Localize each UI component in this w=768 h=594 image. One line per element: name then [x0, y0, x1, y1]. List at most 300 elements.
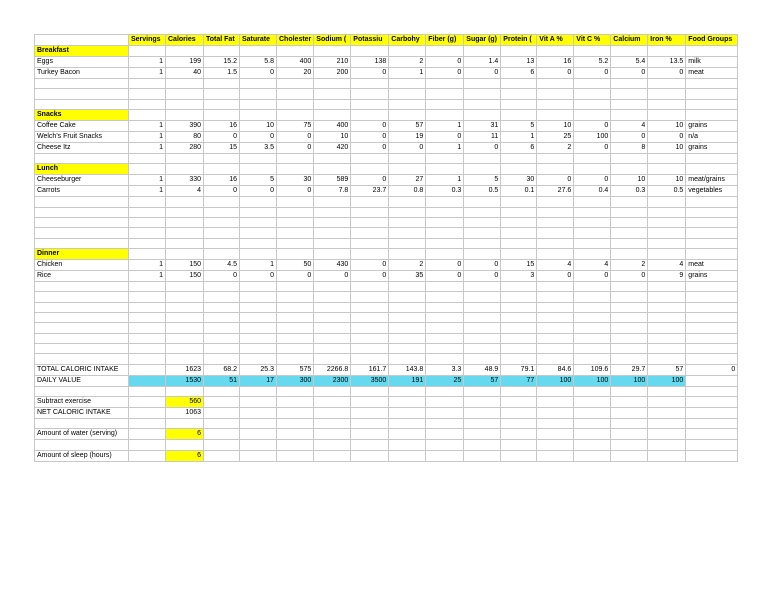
- cell[interactable]: [314, 281, 351, 291]
- daily-value[interactable]: 300: [277, 375, 314, 386]
- cell[interactable]: [277, 440, 314, 450]
- cell[interactable]: [611, 153, 648, 163]
- total-value[interactable]: 109.6: [574, 364, 611, 375]
- value-cell[interactable]: 0: [648, 131, 686, 142]
- cell[interactable]: [166, 197, 204, 207]
- cell[interactable]: [35, 292, 129, 302]
- cell[interactable]: [464, 238, 501, 248]
- daily-value[interactable]: 25: [426, 375, 464, 386]
- cell[interactable]: [537, 323, 574, 333]
- cell[interactable]: [464, 46, 501, 57]
- cell[interactable]: [314, 302, 351, 312]
- cell[interactable]: [129, 440, 166, 450]
- cell[interactable]: [129, 46, 166, 57]
- daily-value[interactable]: 51: [204, 375, 240, 386]
- value-cell[interactable]: 1: [129, 131, 166, 142]
- value-cell[interactable]: 0: [277, 186, 314, 197]
- cell[interactable]: [501, 407, 537, 418]
- cell[interactable]: [351, 248, 389, 259]
- cell[interactable]: [686, 109, 738, 120]
- cell[interactable]: [464, 333, 501, 343]
- cell[interactable]: [501, 450, 537, 461]
- total-value[interactable]: 79.1: [501, 364, 537, 375]
- cell[interactable]: [389, 354, 426, 364]
- cell[interactable]: [686, 281, 738, 291]
- cell[interactable]: [464, 323, 501, 333]
- cell[interactable]: [537, 333, 574, 343]
- cell[interactable]: [277, 99, 314, 109]
- value-cell[interactable]: 0: [351, 270, 389, 281]
- cell[interactable]: [166, 153, 204, 163]
- daily-value[interactable]: 77: [501, 375, 537, 386]
- cell[interactable]: [501, 292, 537, 302]
- value-cell[interactable]: 4: [574, 259, 611, 270]
- cell[interactable]: [537, 217, 574, 227]
- cell[interactable]: [686, 429, 738, 440]
- total-value[interactable]: 25.3: [240, 364, 277, 375]
- value-cell[interactable]: 0: [611, 270, 648, 281]
- daily-value-label[interactable]: DAILY VALUE: [35, 375, 129, 386]
- value-cell[interactable]: 10: [648, 142, 686, 153]
- cell[interactable]: [611, 396, 648, 407]
- value-cell[interactable]: 4: [648, 259, 686, 270]
- cell[interactable]: [501, 109, 537, 120]
- value-cell[interactable]: 2: [389, 57, 426, 68]
- cell[interactable]: [240, 450, 277, 461]
- value-cell[interactable]: 2: [389, 259, 426, 270]
- cell[interactable]: [204, 281, 240, 291]
- value-cell[interactable]: 1: [426, 142, 464, 153]
- value-cell[interactable]: milk: [686, 57, 738, 68]
- cell[interactable]: [501, 217, 537, 227]
- total-value[interactable]: 2266.8: [314, 364, 351, 375]
- cell[interactable]: [240, 217, 277, 227]
- value-cell[interactable]: 1.4: [464, 57, 501, 68]
- value-cell[interactable]: 16: [204, 120, 240, 131]
- cell[interactable]: [314, 153, 351, 163]
- section-label[interactable]: Snacks: [35, 109, 129, 120]
- value-cell[interactable]: vegetables: [686, 186, 738, 197]
- cell[interactable]: [426, 46, 464, 57]
- cell[interactable]: [389, 418, 426, 428]
- cell[interactable]: [501, 312, 537, 322]
- cell[interactable]: [501, 164, 537, 175]
- cell[interactable]: [389, 153, 426, 163]
- cell[interactable]: [611, 450, 648, 461]
- total-value[interactable]: 575: [277, 364, 314, 375]
- cell[interactable]: [129, 333, 166, 343]
- cell[interactable]: [464, 248, 501, 259]
- cell[interactable]: [204, 238, 240, 248]
- cell[interactable]: [501, 302, 537, 312]
- cell[interactable]: [204, 333, 240, 343]
- value-cell[interactable]: 4: [166, 186, 204, 197]
- value-cell[interactable]: 2: [611, 259, 648, 270]
- cell[interactable]: [686, 238, 738, 248]
- cell[interactable]: [204, 323, 240, 333]
- cell[interactable]: [574, 89, 611, 99]
- value-cell[interactable]: 330: [166, 175, 204, 186]
- cell[interactable]: [129, 354, 166, 364]
- cell[interactable]: [389, 333, 426, 343]
- value-cell[interactable]: grains: [686, 120, 738, 131]
- cell[interactable]: [648, 238, 686, 248]
- value-cell[interactable]: 5.2: [574, 57, 611, 68]
- cell[interactable]: [166, 292, 204, 302]
- cell[interactable]: [574, 440, 611, 450]
- food-name[interactable]: Welch's Fruit Snacks: [35, 131, 129, 142]
- cell[interactable]: [648, 312, 686, 322]
- cell[interactable]: [129, 79, 166, 89]
- value-cell[interactable]: 11: [464, 131, 501, 142]
- cell[interactable]: [611, 99, 648, 109]
- value-cell[interactable]: 5: [501, 120, 537, 131]
- daily-value[interactable]: 2300: [314, 375, 351, 386]
- value-cell[interactable]: 0: [574, 270, 611, 281]
- cell[interactable]: [35, 79, 129, 89]
- cell[interactable]: [501, 396, 537, 407]
- cell[interactable]: [611, 281, 648, 291]
- cell[interactable]: [426, 302, 464, 312]
- cell[interactable]: [611, 248, 648, 259]
- value-cell[interactable]: 150: [166, 259, 204, 270]
- cell[interactable]: [240, 354, 277, 364]
- value-cell[interactable]: 20: [277, 68, 314, 79]
- value-cell[interactable]: 25: [537, 131, 574, 142]
- cell[interactable]: [426, 292, 464, 302]
- cell[interactable]: [314, 217, 351, 227]
- value-cell[interactable]: 0: [351, 142, 389, 153]
- cell[interactable]: [240, 228, 277, 238]
- cell[interactable]: [501, 323, 537, 333]
- value-cell[interactable]: 0: [648, 68, 686, 79]
- food-name[interactable]: Rice: [35, 270, 129, 281]
- cell[interactable]: [389, 429, 426, 440]
- cell[interactable]: [611, 312, 648, 322]
- cell[interactable]: [686, 46, 738, 57]
- cell[interactable]: [129, 207, 166, 217]
- cell[interactable]: [166, 418, 204, 428]
- total-value[interactable]: 57: [648, 364, 686, 375]
- total-value[interactable]: 68.2: [204, 364, 240, 375]
- cell[interactable]: [277, 429, 314, 440]
- cell[interactable]: [464, 164, 501, 175]
- cell[interactable]: [204, 99, 240, 109]
- cell[interactable]: [537, 302, 574, 312]
- cell[interactable]: [464, 89, 501, 99]
- value-cell[interactable]: 0: [426, 68, 464, 79]
- cell[interactable]: [129, 238, 166, 248]
- cell[interactable]: [574, 248, 611, 259]
- cell[interactable]: [351, 302, 389, 312]
- cell[interactable]: [648, 79, 686, 89]
- cell[interactable]: [426, 207, 464, 217]
- cell[interactable]: [389, 450, 426, 461]
- cell[interactable]: [686, 386, 738, 396]
- cell[interactable]: [166, 386, 204, 396]
- cell[interactable]: [204, 450, 240, 461]
- cell[interactable]: [166, 281, 204, 291]
- value-cell[interactable]: 210: [314, 57, 351, 68]
- cell[interactable]: [314, 343, 351, 353]
- cell[interactable]: [240, 248, 277, 259]
- cell[interactable]: [35, 153, 129, 163]
- cell[interactable]: [240, 440, 277, 450]
- cell[interactable]: [686, 396, 738, 407]
- cell[interactable]: [129, 109, 166, 120]
- cell[interactable]: [389, 79, 426, 89]
- cell[interactable]: [277, 418, 314, 428]
- value-cell[interactable]: 10: [314, 131, 351, 142]
- cell[interactable]: [648, 386, 686, 396]
- cell[interactable]: [464, 292, 501, 302]
- cell[interactable]: [574, 407, 611, 418]
- cell[interactable]: [204, 164, 240, 175]
- cell[interactable]: [648, 99, 686, 109]
- value-cell[interactable]: 75: [277, 120, 314, 131]
- cell[interactable]: [129, 302, 166, 312]
- cell[interactable]: [611, 164, 648, 175]
- value-cell[interactable]: 16: [204, 175, 240, 186]
- daily-value[interactable]: 57: [464, 375, 501, 386]
- cell[interactable]: [389, 217, 426, 227]
- column-header[interactable]: Food Groups: [686, 35, 738, 46]
- cell[interactable]: [351, 281, 389, 291]
- cell[interactable]: [501, 429, 537, 440]
- value-cell[interactable]: 0: [389, 142, 426, 153]
- cell[interactable]: [389, 396, 426, 407]
- cell[interactable]: [648, 323, 686, 333]
- cell[interactable]: [166, 302, 204, 312]
- cell[interactable]: [314, 46, 351, 57]
- value-cell[interactable]: 0: [574, 142, 611, 153]
- cell[interactable]: [166, 312, 204, 322]
- cell[interactable]: [351, 343, 389, 353]
- cell[interactable]: [648, 450, 686, 461]
- cell[interactable]: [351, 197, 389, 207]
- cell[interactable]: [426, 109, 464, 120]
- value-cell[interactable]: 1: [129, 175, 166, 186]
- cell[interactable]: [537, 109, 574, 120]
- cell[interactable]: [166, 228, 204, 238]
- cell[interactable]: [426, 396, 464, 407]
- total-value[interactable]: 48.9: [464, 364, 501, 375]
- cell[interactable]: [240, 281, 277, 291]
- cell[interactable]: [389, 164, 426, 175]
- cell[interactable]: [314, 354, 351, 364]
- value-cell[interactable]: 0: [464, 259, 501, 270]
- cell[interactable]: [129, 89, 166, 99]
- cell[interactable]: [240, 79, 277, 89]
- cell[interactable]: [240, 109, 277, 120]
- cell[interactable]: [389, 46, 426, 57]
- value-cell[interactable]: 430: [314, 259, 351, 270]
- cell[interactable]: [240, 46, 277, 57]
- value-cell[interactable]: 0: [464, 270, 501, 281]
- value-cell[interactable]: n/a: [686, 131, 738, 142]
- section-label[interactable]: Lunch: [35, 164, 129, 175]
- value-cell[interactable]: 0: [426, 131, 464, 142]
- cell[interactable]: [426, 164, 464, 175]
- value-cell[interactable]: 10: [611, 175, 648, 186]
- cell[interactable]: [277, 323, 314, 333]
- value-cell[interactable]: 80: [166, 131, 204, 142]
- cell[interactable]: [464, 79, 501, 89]
- cell[interactable]: [314, 197, 351, 207]
- cell[interactable]: [351, 354, 389, 364]
- cell[interactable]: [204, 354, 240, 364]
- cell[interactable]: [351, 109, 389, 120]
- cell[interactable]: [351, 440, 389, 450]
- cell[interactable]: [648, 354, 686, 364]
- cell[interactable]: [166, 238, 204, 248]
- cell[interactable]: [464, 197, 501, 207]
- cell[interactable]: [240, 207, 277, 217]
- cell[interactable]: [166, 333, 204, 343]
- column-header[interactable]: Sugar (g): [464, 35, 501, 46]
- empty-cell[interactable]: [35, 35, 129, 46]
- value-cell[interactable]: 0: [537, 270, 574, 281]
- daily-value[interactable]: 100: [537, 375, 574, 386]
- value-cell[interactable]: 0: [277, 131, 314, 142]
- cell[interactable]: [389, 238, 426, 248]
- value-cell[interactable]: 19: [389, 131, 426, 142]
- value-cell[interactable]: 6: [501, 142, 537, 153]
- cell[interactable]: [314, 440, 351, 450]
- value-cell[interactable]: 1: [129, 270, 166, 281]
- cell[interactable]: [426, 354, 464, 364]
- cell[interactable]: [686, 217, 738, 227]
- cell[interactable]: [351, 292, 389, 302]
- cell[interactable]: [35, 302, 129, 312]
- value-cell[interactable]: 7.8: [314, 186, 351, 197]
- value-cell[interactable]: 1: [426, 120, 464, 131]
- cell[interactable]: [35, 99, 129, 109]
- cell[interactable]: [648, 228, 686, 238]
- cell[interactable]: [686, 79, 738, 89]
- cell[interactable]: [389, 207, 426, 217]
- cell[interactable]: [35, 238, 129, 248]
- cell[interactable]: [389, 407, 426, 418]
- cell[interactable]: [426, 343, 464, 353]
- cell[interactable]: [389, 109, 426, 120]
- daily-value[interactable]: 100: [611, 375, 648, 386]
- cell[interactable]: [204, 407, 240, 418]
- cell[interactable]: [166, 109, 204, 120]
- cell[interactable]: [389, 302, 426, 312]
- value-cell[interactable]: 0: [240, 186, 277, 197]
- cell[interactable]: [648, 281, 686, 291]
- cell[interactable]: [35, 207, 129, 217]
- cell[interactable]: [537, 429, 574, 440]
- stat-label[interactable]: Amount of sleep (hours): [35, 450, 129, 461]
- value-cell[interactable]: 0: [611, 131, 648, 142]
- stat-value[interactable]: 6: [166, 450, 204, 461]
- cell[interactable]: [574, 418, 611, 428]
- cell[interactable]: [686, 99, 738, 109]
- column-header[interactable]: Sodium (: [314, 35, 351, 46]
- value-cell[interactable]: meat: [686, 259, 738, 270]
- cell[interactable]: [240, 396, 277, 407]
- cell[interactable]: [240, 429, 277, 440]
- cell[interactable]: [426, 281, 464, 291]
- value-cell[interactable]: 5: [464, 175, 501, 186]
- cell[interactable]: [574, 109, 611, 120]
- value-cell[interactable]: 15: [204, 142, 240, 153]
- cell[interactable]: [464, 407, 501, 418]
- cell[interactable]: [204, 197, 240, 207]
- cell[interactable]: [129, 197, 166, 207]
- cell[interactable]: [240, 292, 277, 302]
- cell[interactable]: [314, 386, 351, 396]
- cell[interactable]: [574, 164, 611, 175]
- cell[interactable]: [611, 217, 648, 227]
- cell[interactable]: [537, 238, 574, 248]
- cell[interactable]: [686, 407, 738, 418]
- cell[interactable]: [426, 228, 464, 238]
- cell[interactable]: [204, 153, 240, 163]
- cell[interactable]: [35, 323, 129, 333]
- cell[interactable]: [648, 153, 686, 163]
- cell[interactable]: [351, 312, 389, 322]
- cell[interactable]: [648, 292, 686, 302]
- cell[interactable]: [277, 164, 314, 175]
- cell[interactable]: [611, 197, 648, 207]
- value-cell[interactable]: 1: [426, 175, 464, 186]
- value-cell[interactable]: 1: [129, 57, 166, 68]
- total-value[interactable]: 84.6: [537, 364, 574, 375]
- value-cell[interactable]: 2: [537, 142, 574, 153]
- cell[interactable]: [129, 407, 166, 418]
- cell[interactable]: [426, 79, 464, 89]
- cell[interactable]: [166, 99, 204, 109]
- cell[interactable]: [464, 386, 501, 396]
- cell[interactable]: [611, 79, 648, 89]
- value-cell[interactable]: 0: [574, 68, 611, 79]
- cell[interactable]: [204, 386, 240, 396]
- column-header[interactable]: Total Fat: [204, 35, 240, 46]
- cell[interactable]: [35, 343, 129, 353]
- value-cell[interactable]: 400: [277, 57, 314, 68]
- value-cell[interactable]: 200: [314, 68, 351, 79]
- cell[interactable]: [277, 109, 314, 120]
- cell[interactable]: [35, 89, 129, 99]
- cell[interactable]: [686, 248, 738, 259]
- value-cell[interactable]: 150: [166, 270, 204, 281]
- cell[interactable]: [35, 228, 129, 238]
- cell[interactable]: [166, 343, 204, 353]
- cell[interactable]: [686, 207, 738, 217]
- total-value[interactable]: 3.3: [426, 364, 464, 375]
- daily-value[interactable]: 17: [240, 375, 277, 386]
- value-cell[interactable]: 3: [501, 270, 537, 281]
- cell[interactable]: [351, 228, 389, 238]
- column-header[interactable]: Calcium: [611, 35, 648, 46]
- cell[interactable]: [537, 343, 574, 353]
- cell[interactable]: [611, 418, 648, 428]
- value-cell[interactable]: 9: [648, 270, 686, 281]
- cell[interactable]: [426, 248, 464, 259]
- total-value[interactable]: [129, 364, 166, 375]
- cell[interactable]: [277, 281, 314, 291]
- cell[interactable]: [35, 386, 129, 396]
- cell[interactable]: [277, 89, 314, 99]
- daily-value[interactable]: [129, 375, 166, 386]
- value-cell[interactable]: 0: [611, 68, 648, 79]
- cell[interactable]: [166, 440, 204, 450]
- cell[interactable]: [426, 89, 464, 99]
- value-cell[interactable]: grains: [686, 270, 738, 281]
